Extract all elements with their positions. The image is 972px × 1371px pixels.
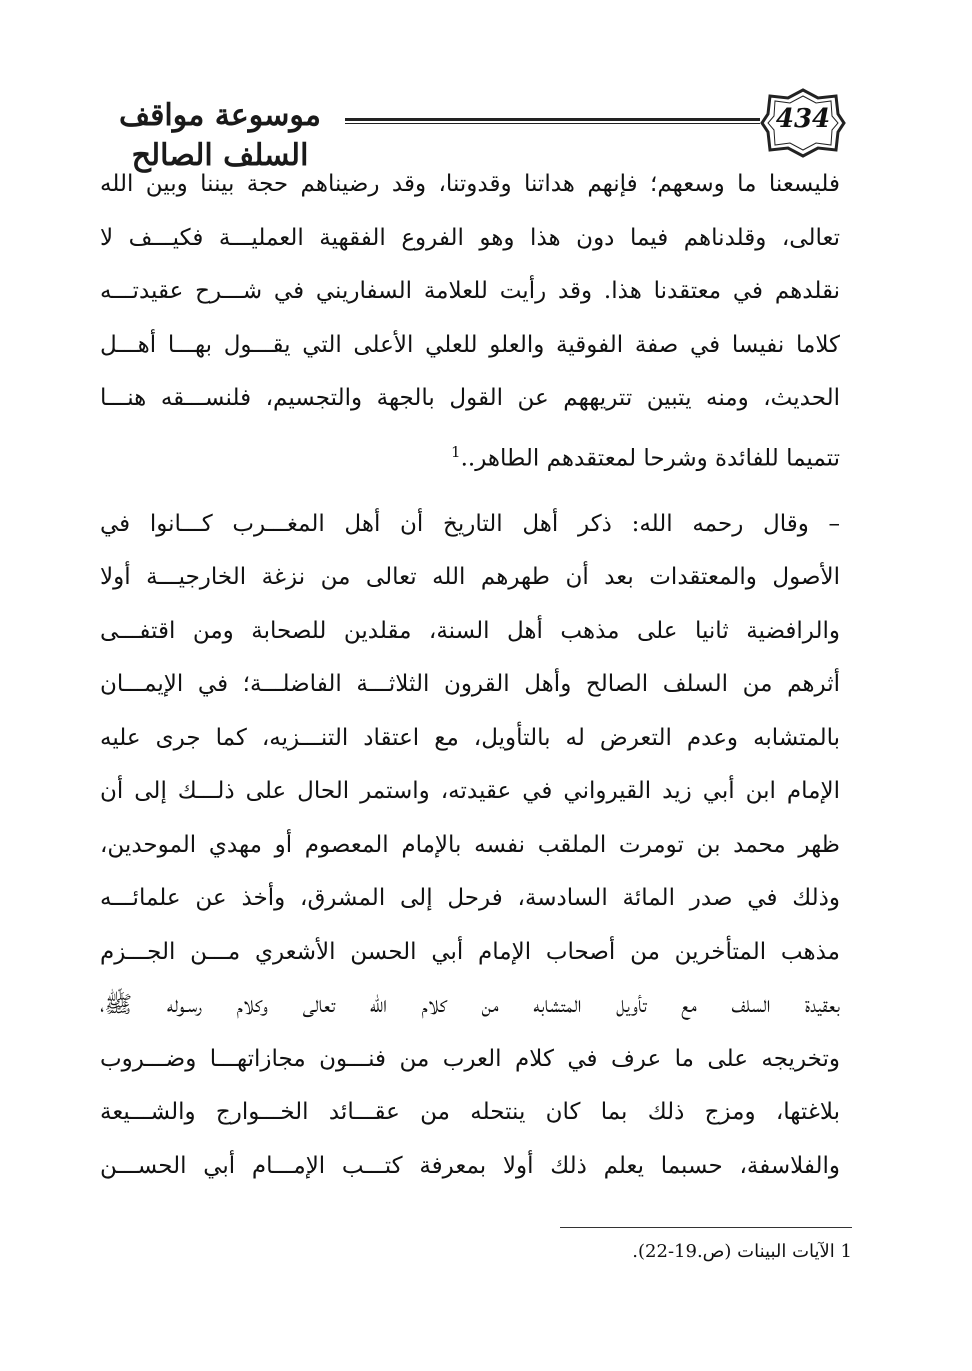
header-rule [345, 118, 760, 124]
footnote-reference: 1 [451, 442, 461, 461]
text-line: وذلك في صدر المائة السادسة، فرحل إلى المشرق، وأخذ عن علمائـــه [100, 885, 840, 912]
paragraph-1 [100, 158, 840, 486]
footnote [420, 1238, 852, 1266]
footnote-separator [560, 1227, 852, 1228]
text-line: بالمتشابه وعدم التعرض له بالتأويل، مع اعتقاد التنـــزيه، كما جرى عليه [100, 724, 840, 751]
page-body [100, 158, 840, 1193]
text-line: مذهب المتأخرين من أصحاب الإمام أبي الحسن الأشعري مـــن الجـــزم [100, 938, 840, 965]
text-line: أثرهم من السلف الصالح وأهل القرون الثلاثـــة الفاضلـــة؛ في الإيمـــان [100, 671, 840, 698]
footnote-text: الآيات البينات (ص.19-22). [632, 1241, 835, 1262]
text-line: فليسعنا ما وسعهم؛ فإنهم هداتنا وقدوتنا، وقد رضيناهم حجة بيننا وبين الله [100, 171, 840, 197]
page-header [90, 88, 850, 173]
text-line: – وقال رحمه الله: ذكر أهل التاريخ أن أهل المغـــرب كـــانوا في [100, 510, 840, 537]
text-line: والفلاسفة، حسبما يعلم ذلك أولا بمعرفة كتـــب الإمـــام أبي الحســـن [100, 1152, 840, 1179]
text-line: بعقيدة السلف مع تأويل المتشابه من كلام الله تعالى وكلام رسـوله ﷺ، [100, 992, 840, 1019]
text-line: بلاغتها، ومزج ذلك بما كان ينتحله من عقـــائد الخـــوارج والشـــيعة [100, 1099, 840, 1126]
text-line: نقلدهم في معتقدنا هذا. وقد رأيت للعلامة السفاريني في شـــرح عقيدتـــه [100, 278, 840, 304]
footnote-number: 1 [840, 1241, 852, 1262]
text-line-content: تتميما للفائدة وشرحا لمعتقدهم الطاهر.. [460, 445, 840, 472]
text-line: ظهر محمد بن تومرت الملقب نفسه بالإمام المعصوم أو مهدي الموحدين، [100, 831, 840, 858]
page-number-badge [760, 88, 846, 158]
text-line [100, 426, 840, 486]
text-line: كلاما نفيسا في صفة الفوقية والعلو للعلي الأعلى التي يقـــول بهـــا أهـــل [100, 331, 840, 358]
text-line: وتخريجه على ما عرف في كلام العرب من فنـــون مجازاتهـــا وضـــروب [100, 1045, 840, 1072]
text-line: الحديث، ومنه يتبين تتريههم عن القول بالجهة والتجسيم، فلنســـقه هنـــا [100, 385, 840, 411]
text-line: الأصول والمعتقدات بعد أن طهرهم الله تعالى من نزغة الخارجيـــة أولا [100, 564, 840, 591]
text-line: والرافضية ثانيا على مذهب أهل السنة، مقلدين للصحابة ومن اقتفـــى [100, 617, 840, 644]
paragraph-2 [100, 498, 840, 1194]
page-number: 434 [775, 104, 831, 134]
book-title: موسوعة مواقف السلف الصالح [119, 98, 321, 173]
text-line: الإمام ابن أبي زيد القيرواني في عقيدته، واستمر الحال على ذلـــك إلى أن [100, 778, 840, 805]
text-line: تعالى، وقلدناهم فيما دون هذا وهو الفروع الفقهية العمليـــة فكيـــف لا [100, 224, 840, 251]
